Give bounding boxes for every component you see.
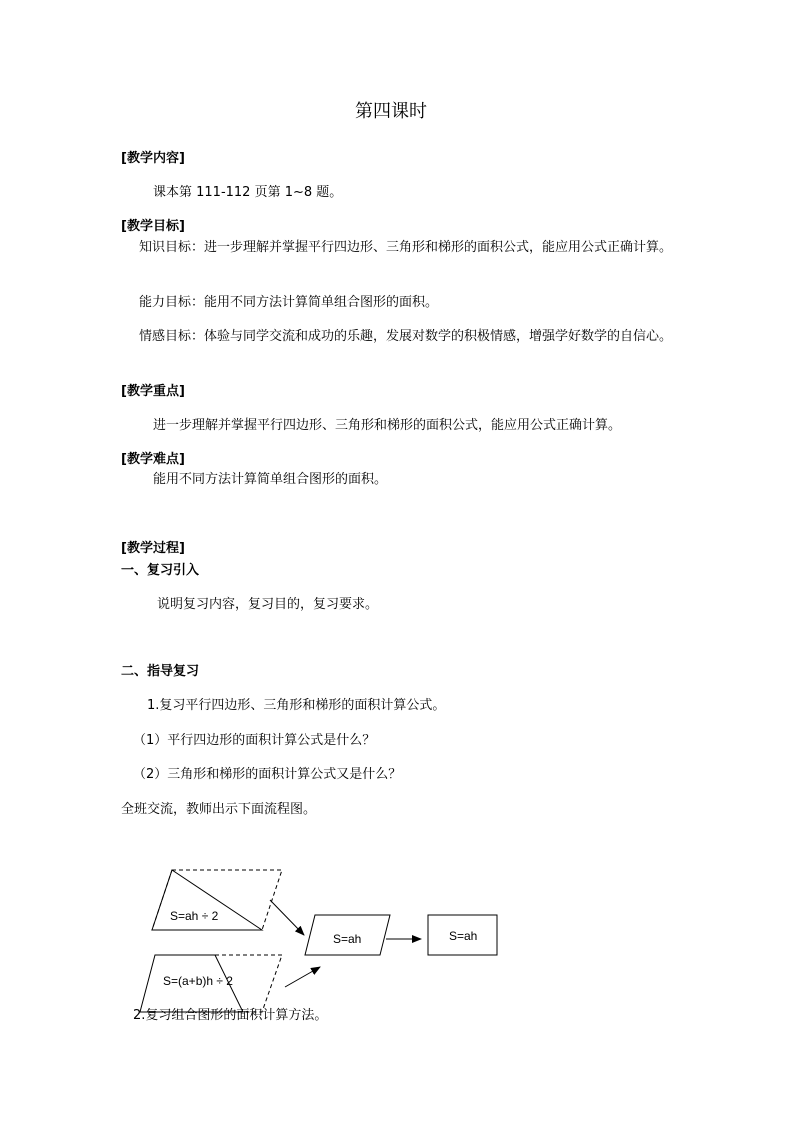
objectives-heading: [教学目标] (121, 219, 185, 234)
process-heading: [教学过程] (121, 541, 185, 556)
triangle-figure (152, 870, 282, 930)
page-title: 第四课时 (355, 101, 427, 122)
rectangle-figure (428, 915, 497, 955)
parallelogram-formula: S=ah (333, 932, 362, 946)
rectangle-formula: S=ah (449, 929, 478, 943)
arrow-triangle-to-parallelogram (270, 900, 304, 935)
content-heading: [教学内容] (121, 151, 185, 166)
key-point-text: 进一步理解并掌握平行四边形、三角形和梯形的面积公式，能应用公式正确计算。 (153, 418, 622, 433)
trapezoid-figure (140, 955, 282, 1012)
question-1: （1）平行四边形的面积计算公式是什么？ (133, 733, 376, 748)
objective-knowledge: 知识目标：进一步理解并掌握平行四边形、三角形和梯形的面积公式，能应用公式正确计算。 (139, 240, 673, 255)
difficulty-text: 能用不同方法计算简单组合图形的面积。 (153, 472, 388, 487)
content-text: 课本第 111-112 页第 1~8 题。 (153, 185, 343, 200)
review-item-2: 2.复习组合图形的面积计算方法。 (133, 1008, 328, 1023)
difficulty-heading: [教学难点] (121, 452, 185, 467)
arrow-trapezoid-to-parallelogram (285, 967, 320, 987)
section1-title: 一、复习引入 (121, 563, 200, 578)
question-2: （2）三角形和梯形的面积计算公式又是什么？ (133, 767, 402, 782)
discussion-text: 全班交流，教师出示下面流程图。 (121, 802, 317, 817)
trapezoid-formula: S=(a+b)h ÷ 2 (163, 974, 233, 988)
objective-ability: 能力目标：能用不同方法计算简单组合图形的面积。 (139, 295, 439, 310)
section1-text: 说明复习内容，复习目的，复习要求。 (157, 597, 379, 612)
section2-title: 二、指导复习 (121, 664, 200, 679)
parallelogram-figure (305, 915, 390, 955)
review-item-1: 1.复习平行四边形、三角形和梯形的面积计算公式。 (147, 698, 446, 713)
key-point-heading: [教学重点] (121, 384, 185, 399)
triangle-formula: S=ah ÷ 2 (170, 909, 219, 923)
objective-emotion: 情感目标：体验与同学交流和成功的乐趣，发展对数学的积极情感，增强学好数学的自信心。 (139, 329, 673, 344)
